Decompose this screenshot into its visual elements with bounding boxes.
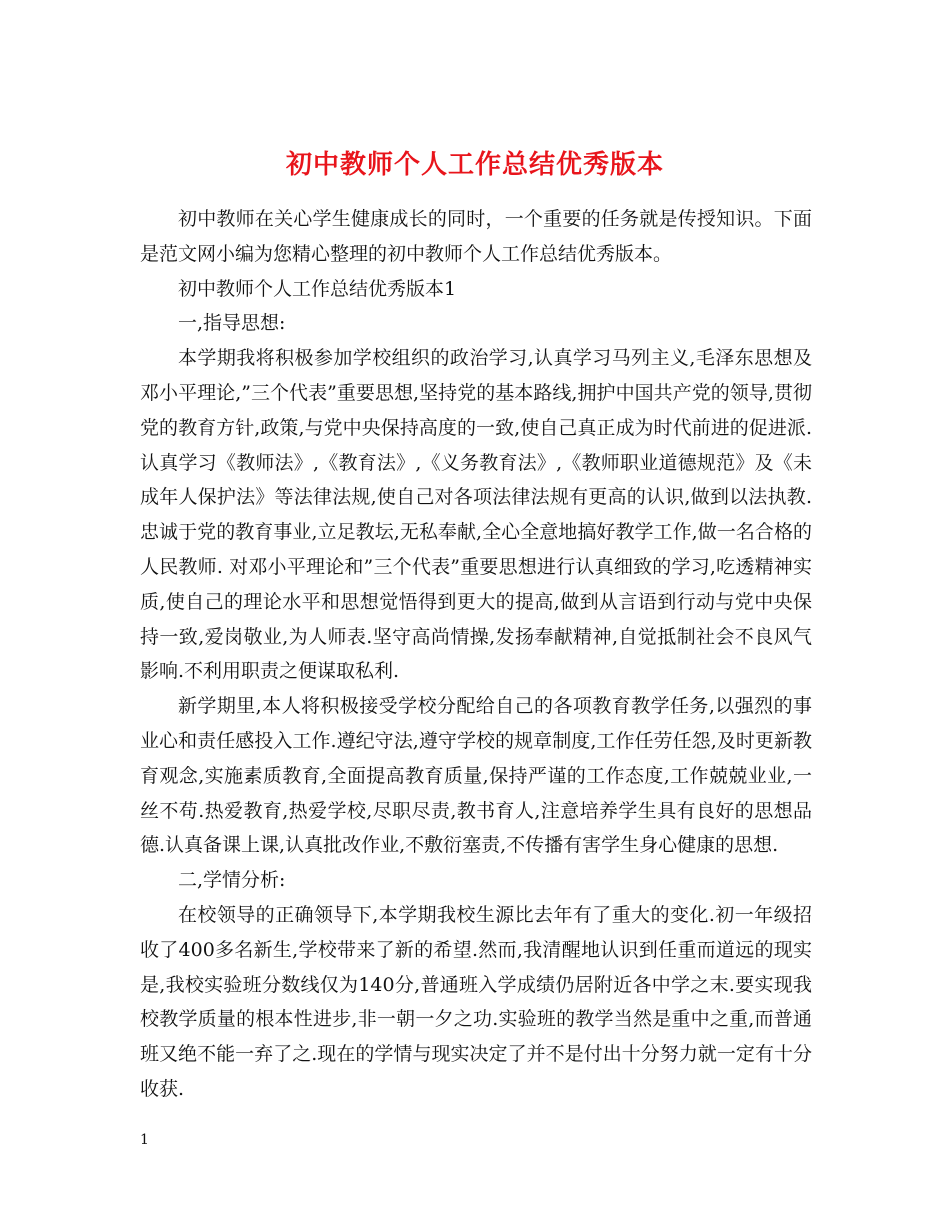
section-heading-version-1: 初中教师个人工作总结优秀版本1 <box>178 277 457 300</box>
section-heading-learning-analysis: 二,学情分析: <box>178 869 286 892</box>
intro-paragraph: 初中教师在关心学生健康成长的同时，一个重要的任务就是传授知识。下面是范文网小编为您精心整理的初中教师个人工作总结优秀版本。 <box>140 208 812 265</box>
document-body <box>140 202 812 1107</box>
body-paragraph: 新学期里,本人将积极接受学校分配给自己的各项教育教学任务,以强烈的事业心和责任感投入工作.遵纪守法,遵守学校的规章制度,工作任劳任怨,及时更新教育观念,实施素质教育,全面提高教育质量,保持严谨的工作态度,工作兢兢业业,一丝不苟.热爱教育,热爱学校,尽职尽责,教书育人,注意培养学生具有良好的思想品德.认真备课上课,认真批改作业,不敷衍塞责,不传播有害学生身心健康的思想. <box>140 695 812 857</box>
body-paragraph: 在校领导的正确领导下,本学期我校生源比去年有了重大的变化.初一年级招收了400多名新生,学校带来了新的希望.然而,我清醒地认识到任重而道远的现实是,我校实验班分数线仅为140分,普通班入学成绩仍居附近各中学之末.要实现我校教学质量的根本性进步,非一朝一夕之功.实验班的教学当然是重中之重,而普通班又绝不能一弃了之.现在的学情与现实决定了并不是付出十分努力就一定有十分收获. <box>140 903 812 1100</box>
body-paragraph: 本学期我将积极参加学校组织的政治学习,认真学习马列主义,毛泽东思想及邓小平理论,”三个代表”重要思想,坚持党的基本路线,拥护中国共产党的领导,贯彻党的教育方针,政策,与党中央保持高度的一致,使自己真正成为时代前进的促进派.认真学习《教师法》,《教育法》,《义务教育法》,《教师职业道德规范》及《未成年人保护法》等法律法规,使自己对各项法律法规有更高的认识,做到以法执教.忠诚于党的教育事业,立足教坛,无私奉献,全心全意地搞好教学工作,做一名合格的人民教师. 对邓小平理论和”三个代表”重要思想进行认真细致的学习,吃透精神实质,使自己的理论水平和思想觉悟得到更大的提高,做到从言语到行动与党中央保持一致,爱岗敬业,为人师表.坚守高尚情操,发扬奉献精神,自觉抵制社会不良风气影响.不利用职责之便谋取私利. <box>140 347 812 683</box>
document-title: 初中教师个人工作总结优秀版本 <box>285 150 664 181</box>
page-number: 1 <box>140 1132 149 1148</box>
section-heading-guiding-thought: 一,指导思想: <box>178 312 286 335</box>
